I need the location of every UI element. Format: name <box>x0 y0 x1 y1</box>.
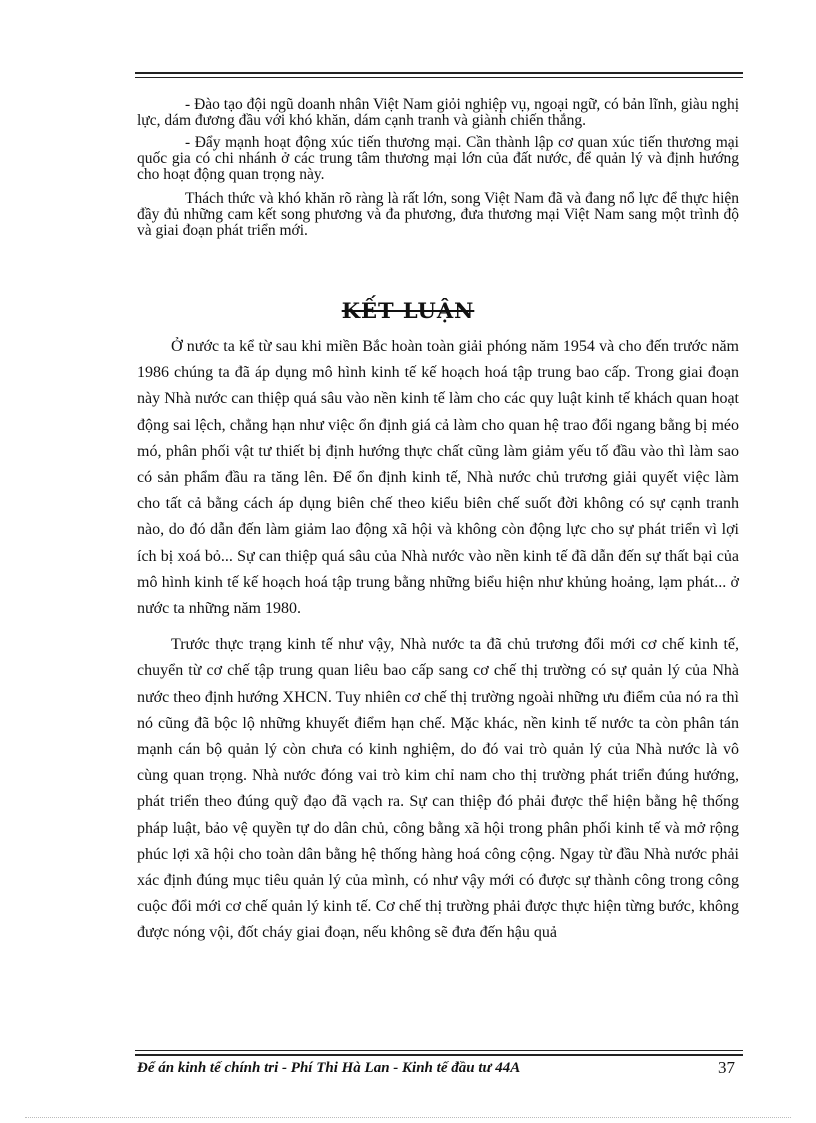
page-footer <box>137 1058 739 1082</box>
footer-rule-thin <box>135 1050 743 1051</box>
header-rule <box>135 72 743 74</box>
intro-paragraph-1: - Đào tạo đội ngũ doanh nhân Việt Nam giỏi nghiệp vụ, ngoại ngữ, có bản lĩnh, giàu nghị lực, dám đương đầu với khó khăn, dám cạnh tranh và giành chiến thắng. <box>137 96 739 129</box>
section-title-text: KẾT LUẬN <box>341 298 475 323</box>
intro-paragraph-2: - Đẩy mạnh hoạt động xúc tiến thương mại. Cần thành lập cơ quan xúc tiến thương mại quốc gia có chi nhánh ở các trung tâm thương mại lớn của đất nước, để quản lý và định hướng cho hoạt động quan trọng này. <box>137 134 739 183</box>
body-paragraph-2: Trước thực trạng kinh tế như vậy, Nhà nước ta đã chủ trương đổi mới cơ chế kinh tế, chuyển từ cơ chế tập trung quan liêu bao cấp sang cơ chế thị trường có sự quản lý của Nhà nước theo định hướng XHCN. Tuy nhiên cơ chế thị trường ngoài những ưu điểm của nó ra thì nó cũng đã bộc lộ những khuyết điểm hạn chế. Mặc khác, nền kinh tế nước ta còn phân tán mạnh cán bộ quản lý còn chưa có kinh nghiệm, do đó vai trò quản lý của Nhà nước là vô cùng quan trọng. Nhà nước đóng vai trò kim chỉ nam cho thị trường phát triển đúng hướng, phát triển theo đúng quỹ đạo đã vạch ra. Sự can thiệp đó phải được thể hiện bằng hệ thống pháp luật, bảo vệ quyền tự do dân chủ, công bằng xã hội trong phân phối kinh tế và mở rộng phúc lợi xã hội cho toàn dân bằng hệ thống hàng hoá công cộng. Ngay từ đầu Nhà nước phải xác định đúng mục tiêu quản lý của mình, có như vậy mới có được sự thành công trong công cuộc đổi mới cơ chế quản lý kinh tế. Cơ chế thị trường phải được thực hiện từng bước, không được nóng vội, đốt cháy giai đoạn, nếu không sẽ đưa đến hậu quả <box>137 636 739 942</box>
footer-rule <box>135 1054 743 1056</box>
header-rule-thin <box>135 77 743 78</box>
page-number: 37 <box>718 1058 735 1077</box>
intro-section <box>137 97 739 245</box>
intro-paragraph-3: Thách thức và khó khăn rõ ràng là rất lớn, song Việt Nam đã và đang nổ lực để thực hiện đầy đủ những cam kết song phương và đa phương, đưa thương mại Việt Nam sang một trình độ và giai đoạn phát triển mới. <box>137 190 739 239</box>
section-title <box>0 298 816 323</box>
conclusion-body <box>137 334 739 947</box>
page-bottom-border <box>25 1117 791 1118</box>
footer-text: Để án kinh tế chính tri - Phí Thi Hà Lan - Kinh tế đầu tư 44A <box>137 1060 521 1076</box>
body-paragraph-1: Ở nước ta kể từ sau khi miền Bắc hoàn toàn giải phóng năm 1954 và cho đến trước năm 1986 chúng ta đã áp dụng mô hình kinh tế kế hoạch hoá tập trung bao cấp. Trong giai đoạn này Nhà nước can thiệp quá sâu vào nền kinh tế làm cho các quy luật kinh tế khách quan hoạt động sai lệch, chẳng hạn như việc ổn định giá cả làm cho quan hệ trao đổi ngang bằng bị méo mó, phân phối vật tư thiết bị định hướng thực chất cũng làm giảm yếu tố đầu vào thì làm sao có sản phẩm đầu ra tăng lên. Để ổn định kinh tế, Nhà nước chủ trương giải quyết việc làm cho tất cả bằng cách áp dụng biên chế theo kiểu biên chế suốt đời không có sự cạnh tranh nào, do đó dẫn đến làm giảm lao động xã hội và không còn động lực cho sự phát triển vì lợi ích bị xoá bỏ... Sự can thiệp quá sâu của Nhà nước vào nền kinh tế đã dẫn đến sự thất bại của mô hình kinh tế kế hoạch hoá tập trung bằng những biểu hiện như khủng hoảng, lạm phát... ở nước ta những năm 1980. <box>137 338 739 618</box>
